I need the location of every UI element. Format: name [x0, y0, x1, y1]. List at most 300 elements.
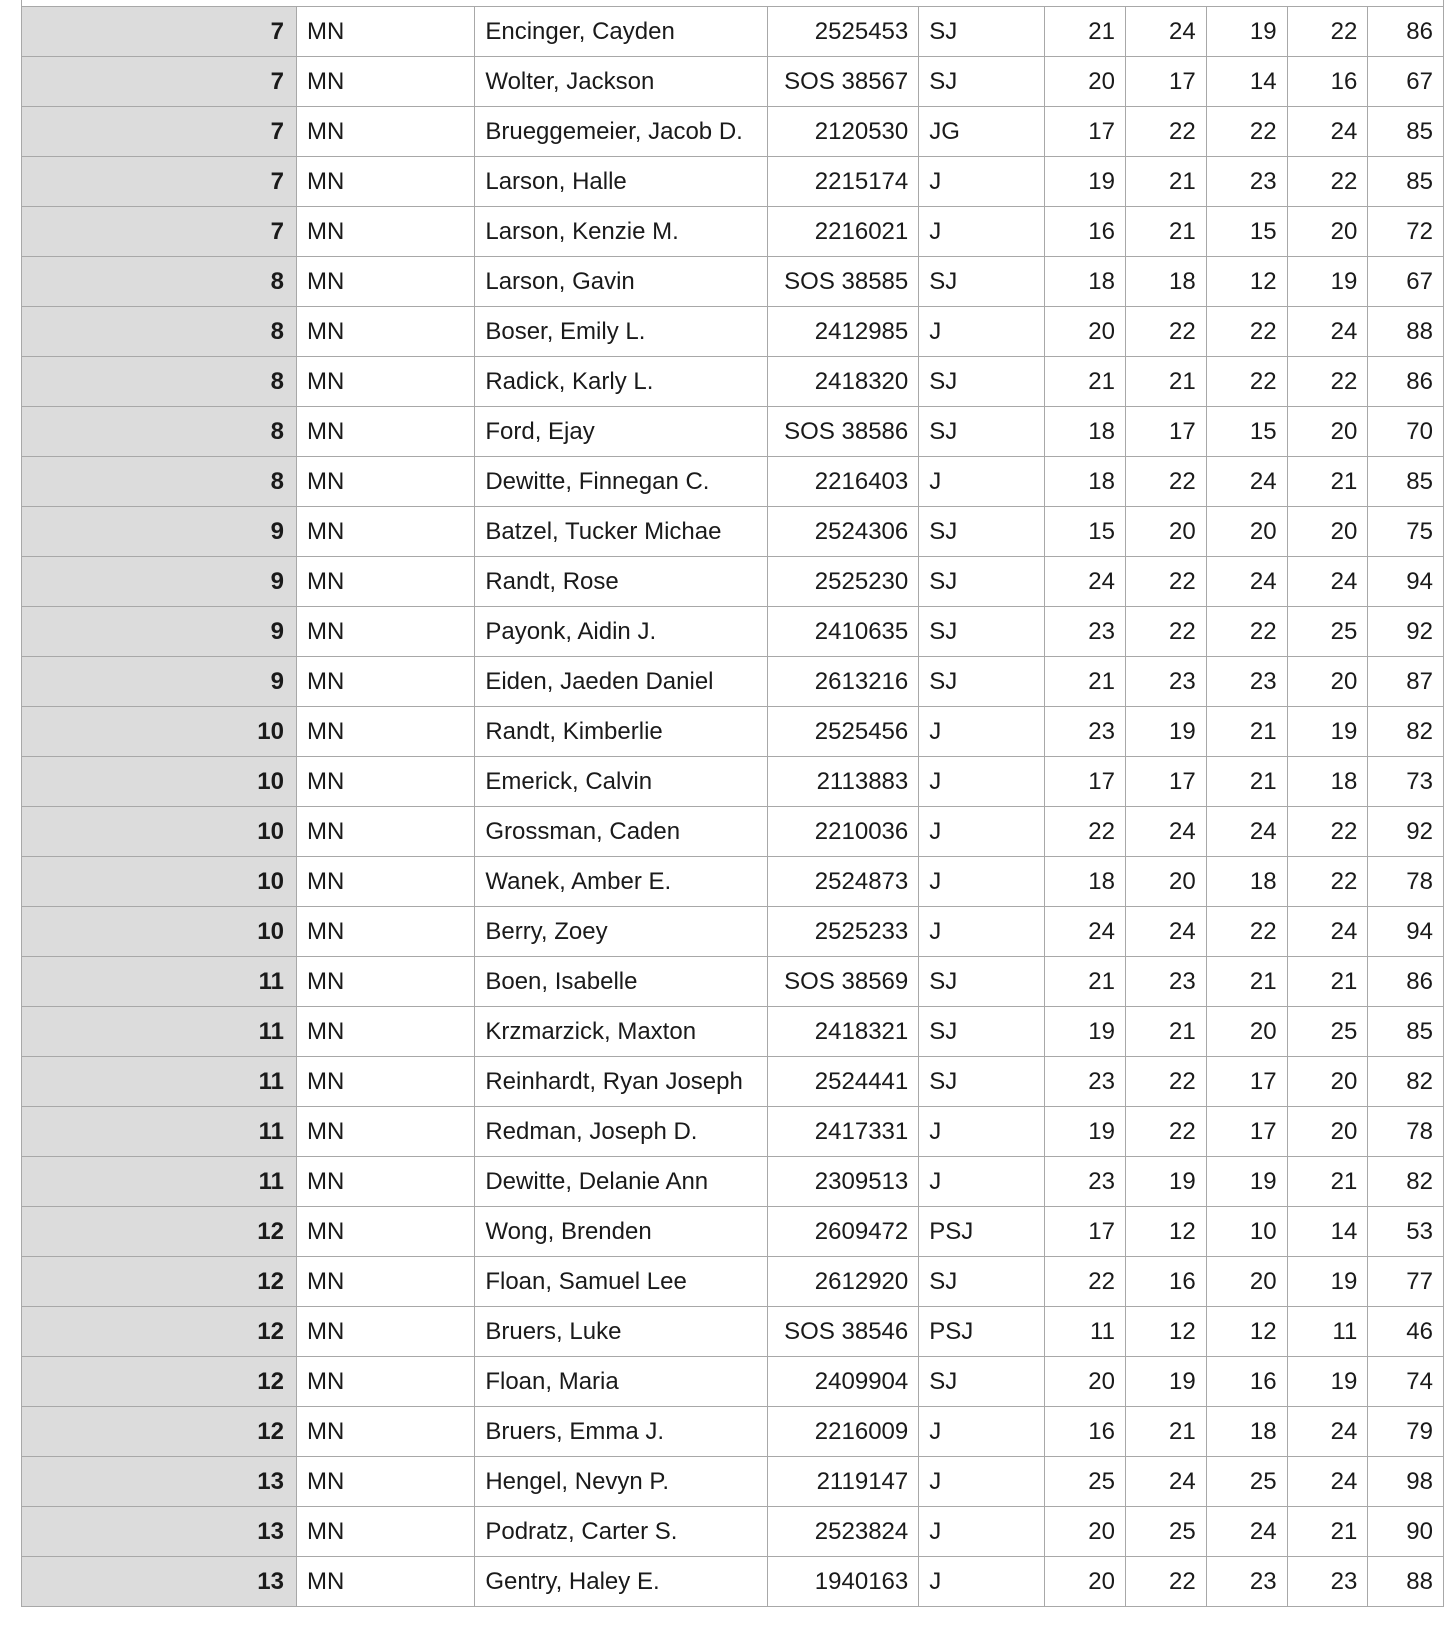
- member-id-cell[interactable]: 2524441: [768, 1057, 919, 1107]
- score-3-cell[interactable]: 17: [1206, 1107, 1287, 1157]
- competitor-name-cell[interactable]: Redman, Joseph D.: [475, 1107, 768, 1157]
- competitor-name-cell[interactable]: Berry, Zoey: [475, 907, 768, 957]
- member-id-cell[interactable]: SOS 38569: [768, 957, 919, 1007]
- score-4-cell[interactable]: 20: [1287, 1057, 1368, 1107]
- competitor-name-cell[interactable]: Podratz, Carter S.: [475, 1507, 768, 1557]
- score-2-cell[interactable]: 21: [1125, 1407, 1206, 1457]
- state-cell[interactable]: MN: [296, 1307, 474, 1357]
- score-3-cell[interactable]: 21: [1206, 707, 1287, 757]
- score-1-cell[interactable]: 23: [1045, 1057, 1126, 1107]
- score-1-cell[interactable]: 24: [1045, 907, 1126, 957]
- score-4-cell[interactable]: 21: [1287, 1507, 1368, 1557]
- class-cell[interactable]: J: [919, 1107, 1045, 1157]
- score-2-cell[interactable]: 21: [1125, 157, 1206, 207]
- competitor-name-cell[interactable]: Wolter, Jackson: [475, 57, 768, 107]
- state-cell[interactable]: MN: [296, 1107, 474, 1157]
- class-cell[interactable]: SJ: [919, 1057, 1045, 1107]
- member-id-cell[interactable]: 2524873: [768, 857, 919, 907]
- score-3-cell[interactable]: 20: [1206, 1007, 1287, 1057]
- member-id-cell[interactable]: 2409904: [768, 1357, 919, 1407]
- member-id-cell[interactable]: 2119147: [768, 1457, 919, 1507]
- competitor-name-cell[interactable]: Larson, Gavin: [475, 257, 768, 307]
- score-3-cell[interactable]: 23: [1206, 1557, 1287, 1607]
- total-score-cell[interactable]: 88: [1368, 307, 1444, 357]
- score-2-cell[interactable]: 21: [1125, 1007, 1206, 1057]
- score-2-cell[interactable]: 22: [1125, 1107, 1206, 1157]
- score-4-cell[interactable]: 21: [1287, 957, 1368, 1007]
- score-2-cell[interactable]: 17: [1125, 757, 1206, 807]
- score-3-cell[interactable]: 21: [1206, 957, 1287, 1007]
- group-number-cell[interactable]: 8: [22, 407, 297, 457]
- score-4-cell[interactable]: 24: [1287, 107, 1368, 157]
- competitor-name-cell[interactable]: Randt, Rose: [475, 557, 768, 607]
- state-cell[interactable]: MN: [296, 107, 474, 157]
- competitor-name-cell[interactable]: Ford, Ejay: [475, 407, 768, 457]
- score-3-cell[interactable]: 22: [1206, 607, 1287, 657]
- competitor-name-cell[interactable]: Dewitte, Finnegan C.: [475, 457, 768, 507]
- group-number-cell[interactable]: 10: [22, 757, 297, 807]
- member-id-cell[interactable]: 2525230: [768, 557, 919, 607]
- state-cell[interactable]: MN: [296, 307, 474, 357]
- score-2-cell[interactable]: 23: [1125, 657, 1206, 707]
- competitor-name-cell[interactable]: Brueggemeier, Jacob D.: [475, 107, 768, 157]
- score-4-cell[interactable]: 19: [1287, 1257, 1368, 1307]
- score-3-cell[interactable]: 20: [1206, 507, 1287, 557]
- score-3-cell[interactable]: 19: [1206, 1157, 1287, 1207]
- total-score-cell[interactable]: 85: [1368, 1007, 1444, 1057]
- score-4-cell[interactable]: 24: [1287, 307, 1368, 357]
- class-cell[interactable]: SJ: [919, 257, 1045, 307]
- class-cell[interactable]: J: [919, 307, 1045, 357]
- competitor-name-cell[interactable]: Eiden, Jaeden Daniel: [475, 657, 768, 707]
- score-3-cell[interactable]: 23: [1206, 157, 1287, 207]
- competitor-name-cell[interactable]: Grossman, Caden: [475, 807, 768, 857]
- group-number-cell[interactable]: 9: [22, 507, 297, 557]
- score-4-cell[interactable]: 19: [1287, 257, 1368, 307]
- score-1-cell[interactable]: 23: [1045, 607, 1126, 657]
- score-3-cell[interactable]: 24: [1206, 1507, 1287, 1557]
- class-cell[interactable]: SJ: [919, 1007, 1045, 1057]
- score-1-cell[interactable]: 22: [1045, 1257, 1126, 1307]
- state-cell[interactable]: MN: [296, 1157, 474, 1207]
- competitor-name-cell[interactable]: Reinhardt, Ryan Joseph: [475, 1057, 768, 1107]
- state-cell[interactable]: MN: [296, 157, 474, 207]
- score-3-cell[interactable]: 15: [1206, 207, 1287, 257]
- score-1-cell[interactable]: 19: [1045, 1007, 1126, 1057]
- score-3-cell[interactable]: 15: [1206, 407, 1287, 457]
- score-2-cell[interactable]: 19: [1125, 707, 1206, 757]
- member-id-cell[interactable]: 2613216: [768, 657, 919, 707]
- class-cell[interactable]: JG: [919, 107, 1045, 157]
- member-id-cell[interactable]: 2525233: [768, 907, 919, 957]
- member-id-cell[interactable]: 2120530: [768, 107, 919, 157]
- score-3-cell[interactable]: 10: [1206, 1207, 1287, 1257]
- score-4-cell[interactable]: 11: [1287, 1307, 1368, 1357]
- score-4-cell[interactable]: 24: [1287, 1457, 1368, 1507]
- competitor-name-cell[interactable]: Bruers, Luke: [475, 1307, 768, 1357]
- score-4-cell[interactable]: 20: [1287, 657, 1368, 707]
- group-number-cell[interactable]: 13: [22, 1507, 297, 1557]
- score-1-cell[interactable]: 25: [1045, 1457, 1126, 1507]
- competitor-name-cell[interactable]: Larson, Kenzie M.: [475, 207, 768, 257]
- total-score-cell[interactable]: 86: [1368, 957, 1444, 1007]
- score-3-cell[interactable]: 16: [1206, 1357, 1287, 1407]
- score-2-cell[interactable]: 19: [1125, 1157, 1206, 1207]
- member-id-cell[interactable]: 2210036: [768, 807, 919, 857]
- score-3-cell[interactable]: 19: [1206, 7, 1287, 57]
- competitor-name-cell[interactable]: Encinger, Cayden: [475, 7, 768, 57]
- score-1-cell[interactable]: 17: [1045, 107, 1126, 157]
- group-number-cell[interactable]: 7: [22, 57, 297, 107]
- state-cell[interactable]: MN: [296, 257, 474, 307]
- score-3-cell[interactable]: 14: [1206, 57, 1287, 107]
- score-2-cell[interactable]: 21: [1125, 357, 1206, 407]
- score-2-cell[interactable]: 22: [1125, 457, 1206, 507]
- group-number-cell[interactable]: 8: [22, 257, 297, 307]
- class-cell[interactable]: J: [919, 707, 1045, 757]
- class-cell[interactable]: SJ: [919, 657, 1045, 707]
- group-number-cell[interactable]: 13: [22, 1557, 297, 1607]
- total-score-cell[interactable]: 92: [1368, 807, 1444, 857]
- score-1-cell[interactable]: 16: [1045, 207, 1126, 257]
- score-4-cell[interactable]: 20: [1287, 1107, 1368, 1157]
- score-3-cell[interactable]: 12: [1206, 1307, 1287, 1357]
- class-cell[interactable]: SJ: [919, 957, 1045, 1007]
- member-id-cell[interactable]: 2216009: [768, 1407, 919, 1457]
- score-4-cell[interactable]: 20: [1287, 207, 1368, 257]
- total-score-cell[interactable]: 90: [1368, 1507, 1444, 1557]
- total-score-cell[interactable]: 86: [1368, 357, 1444, 407]
- class-cell[interactable]: SJ: [919, 507, 1045, 557]
- group-number-cell[interactable]: 11: [22, 1007, 297, 1057]
- competitor-name-cell[interactable]: Payonk, Aidin J.: [475, 607, 768, 657]
- group-number-cell[interactable]: 7: [22, 107, 297, 157]
- score-3-cell[interactable]: 22: [1206, 907, 1287, 957]
- score-3-cell[interactable]: 24: [1206, 557, 1287, 607]
- score-1-cell[interactable]: 18: [1045, 857, 1126, 907]
- score-2-cell[interactable]: 22: [1125, 607, 1206, 657]
- score-4-cell[interactable]: 22: [1287, 807, 1368, 857]
- score-3-cell[interactable]: 25: [1206, 1457, 1287, 1507]
- total-score-cell[interactable]: 78: [1368, 1107, 1444, 1157]
- member-id-cell[interactable]: 2612920: [768, 1257, 919, 1307]
- score-1-cell[interactable]: 20: [1045, 1507, 1126, 1557]
- group-number-cell[interactable]: 9: [22, 607, 297, 657]
- score-2-cell[interactable]: 22: [1125, 107, 1206, 157]
- score-2-cell[interactable]: 22: [1125, 1057, 1206, 1107]
- class-cell[interactable]: SJ: [919, 7, 1045, 57]
- score-4-cell[interactable]: 20: [1287, 407, 1368, 457]
- member-id-cell[interactable]: 2309513: [768, 1157, 919, 1207]
- total-score-cell[interactable]: 94: [1368, 907, 1444, 957]
- score-3-cell[interactable]: 12: [1206, 257, 1287, 307]
- total-score-cell[interactable]: 67: [1368, 257, 1444, 307]
- score-2-cell[interactable]: 22: [1125, 1557, 1206, 1607]
- score-1-cell[interactable]: 18: [1045, 457, 1126, 507]
- competitor-name-cell[interactable]: Emerick, Calvin: [475, 757, 768, 807]
- total-score-cell[interactable]: 46: [1368, 1307, 1444, 1357]
- score-4-cell[interactable]: 14: [1287, 1207, 1368, 1257]
- score-1-cell[interactable]: 20: [1045, 307, 1126, 357]
- member-id-cell[interactable]: 2418321: [768, 1007, 919, 1057]
- group-number-cell[interactable]: 11: [22, 1107, 297, 1157]
- score-2-cell[interactable]: 24: [1125, 1457, 1206, 1507]
- score-2-cell[interactable]: 22: [1125, 307, 1206, 357]
- state-cell[interactable]: MN: [296, 457, 474, 507]
- group-number-cell[interactable]: 11: [22, 1157, 297, 1207]
- state-cell[interactable]: MN: [296, 807, 474, 857]
- score-2-cell[interactable]: 12: [1125, 1207, 1206, 1257]
- class-cell[interactable]: J: [919, 157, 1045, 207]
- score-1-cell[interactable]: 20: [1045, 57, 1126, 107]
- class-cell[interactable]: SJ: [919, 1257, 1045, 1307]
- score-4-cell[interactable]: 18: [1287, 757, 1368, 807]
- state-cell[interactable]: MN: [296, 1257, 474, 1307]
- score-3-cell[interactable]: 20: [1206, 1257, 1287, 1307]
- competitor-name-cell[interactable]: Boen, Isabelle: [475, 957, 768, 1007]
- total-score-cell[interactable]: 85: [1368, 157, 1444, 207]
- total-score-cell[interactable]: 72: [1368, 207, 1444, 257]
- group-number-cell[interactable]: 7: [22, 207, 297, 257]
- state-cell[interactable]: MN: [296, 1557, 474, 1607]
- total-score-cell[interactable]: 85: [1368, 457, 1444, 507]
- group-number-cell[interactable]: 12: [22, 1307, 297, 1357]
- score-2-cell[interactable]: 25: [1125, 1507, 1206, 1557]
- state-cell[interactable]: MN: [296, 557, 474, 607]
- member-id-cell[interactable]: 2216403: [768, 457, 919, 507]
- score-2-cell[interactable]: 21: [1125, 207, 1206, 257]
- total-score-cell[interactable]: 73: [1368, 757, 1444, 807]
- state-cell[interactable]: MN: [296, 657, 474, 707]
- score-3-cell[interactable]: 22: [1206, 357, 1287, 407]
- score-4-cell[interactable]: 22: [1287, 157, 1368, 207]
- score-1-cell[interactable]: 23: [1045, 707, 1126, 757]
- state-cell[interactable]: MN: [296, 357, 474, 407]
- competitor-name-cell[interactable]: Floan, Samuel Lee: [475, 1257, 768, 1307]
- competitor-name-cell[interactable]: Gentry, Haley E.: [475, 1557, 768, 1607]
- state-cell[interactable]: MN: [296, 207, 474, 257]
- member-id-cell[interactable]: 2524306: [768, 507, 919, 557]
- score-4-cell[interactable]: 16: [1287, 57, 1368, 107]
- class-cell[interactable]: J: [919, 457, 1045, 507]
- class-cell[interactable]: SJ: [919, 607, 1045, 657]
- group-number-cell[interactable]: 13: [22, 1457, 297, 1507]
- total-score-cell[interactable]: 77: [1368, 1257, 1444, 1307]
- score-1-cell[interactable]: 16: [1045, 1407, 1126, 1457]
- score-1-cell[interactable]: 19: [1045, 1107, 1126, 1157]
- group-number-cell[interactable]: 7: [22, 7, 297, 57]
- total-score-cell[interactable]: 53: [1368, 1207, 1444, 1257]
- group-number-cell[interactable]: 7: [22, 157, 297, 207]
- competitor-name-cell[interactable]: Wong, Brenden: [475, 1207, 768, 1257]
- member-id-cell[interactable]: 2523824: [768, 1507, 919, 1557]
- group-number-cell[interactable]: 9: [22, 557, 297, 607]
- state-cell[interactable]: MN: [296, 1007, 474, 1057]
- state-cell[interactable]: MN: [296, 1057, 474, 1107]
- score-2-cell[interactable]: 18: [1125, 257, 1206, 307]
- total-score-cell[interactable]: 98: [1368, 1457, 1444, 1507]
- state-cell[interactable]: MN: [296, 907, 474, 957]
- total-score-cell[interactable]: 74: [1368, 1357, 1444, 1407]
- competitor-name-cell[interactable]: Larson, Halle: [475, 157, 768, 207]
- score-1-cell[interactable]: 21: [1045, 957, 1126, 1007]
- group-number-cell[interactable]: 8: [22, 357, 297, 407]
- total-score-cell[interactable]: 82: [1368, 707, 1444, 757]
- score-3-cell[interactable]: 23: [1206, 657, 1287, 707]
- class-cell[interactable]: SJ: [919, 57, 1045, 107]
- score-4-cell[interactable]: 19: [1287, 1357, 1368, 1407]
- class-cell[interactable]: J: [919, 1157, 1045, 1207]
- score-2-cell[interactable]: 20: [1125, 857, 1206, 907]
- class-cell[interactable]: J: [919, 1407, 1045, 1457]
- score-3-cell[interactable]: 21: [1206, 757, 1287, 807]
- member-id-cell[interactable]: SOS 38546: [768, 1307, 919, 1357]
- total-score-cell[interactable]: 70: [1368, 407, 1444, 457]
- total-score-cell[interactable]: 67: [1368, 57, 1444, 107]
- score-1-cell[interactable]: 24: [1045, 557, 1126, 607]
- group-number-cell[interactable]: 8: [22, 457, 297, 507]
- score-1-cell[interactable]: 20: [1045, 1357, 1126, 1407]
- class-cell[interactable]: J: [919, 857, 1045, 907]
- score-1-cell[interactable]: 23: [1045, 1157, 1126, 1207]
- score-4-cell[interactable]: 22: [1287, 357, 1368, 407]
- score-1-cell[interactable]: 19: [1045, 157, 1126, 207]
- state-cell[interactable]: MN: [296, 1507, 474, 1557]
- score-3-cell[interactable]: 24: [1206, 457, 1287, 507]
- score-4-cell[interactable]: 24: [1287, 1407, 1368, 1457]
- member-id-cell[interactable]: SOS 38585: [768, 257, 919, 307]
- member-id-cell[interactable]: 2417331: [768, 1107, 919, 1157]
- state-cell[interactable]: MN: [296, 757, 474, 807]
- competitor-name-cell[interactable]: Wanek, Amber E.: [475, 857, 768, 907]
- score-2-cell[interactable]: 22: [1125, 557, 1206, 607]
- member-id-cell[interactable]: 2215174: [768, 157, 919, 207]
- score-3-cell[interactable]: 22: [1206, 107, 1287, 157]
- score-1-cell[interactable]: 21: [1045, 357, 1126, 407]
- total-score-cell[interactable]: 85: [1368, 107, 1444, 157]
- class-cell[interactable]: J: [919, 1557, 1045, 1607]
- competitor-name-cell[interactable]: Krzmarzick, Maxton: [475, 1007, 768, 1057]
- score-2-cell[interactable]: 24: [1125, 907, 1206, 957]
- score-4-cell[interactable]: 24: [1287, 907, 1368, 957]
- class-cell[interactable]: J: [919, 1457, 1045, 1507]
- state-cell[interactable]: MN: [296, 957, 474, 1007]
- total-score-cell[interactable]: 82: [1368, 1157, 1444, 1207]
- competitor-name-cell[interactable]: Radick, Karly L.: [475, 357, 768, 407]
- score-2-cell[interactable]: 19: [1125, 1357, 1206, 1407]
- group-number-cell[interactable]: 12: [22, 1407, 297, 1457]
- total-score-cell[interactable]: 82: [1368, 1057, 1444, 1107]
- score-4-cell[interactable]: 23: [1287, 1557, 1368, 1607]
- class-cell[interactable]: SJ: [919, 1357, 1045, 1407]
- member-id-cell[interactable]: 2216021: [768, 207, 919, 257]
- group-number-cell[interactable]: 12: [22, 1257, 297, 1307]
- score-4-cell[interactable]: 21: [1287, 1157, 1368, 1207]
- class-cell[interactable]: J: [919, 907, 1045, 957]
- class-cell[interactable]: SJ: [919, 357, 1045, 407]
- score-2-cell[interactable]: 16: [1125, 1257, 1206, 1307]
- score-1-cell[interactable]: 18: [1045, 257, 1126, 307]
- score-1-cell[interactable]: 20: [1045, 1557, 1126, 1607]
- score-1-cell[interactable]: 18: [1045, 407, 1126, 457]
- total-score-cell[interactable]: 79: [1368, 1407, 1444, 1457]
- score-4-cell[interactable]: 25: [1287, 1007, 1368, 1057]
- state-cell[interactable]: MN: [296, 57, 474, 107]
- total-score-cell[interactable]: 88: [1368, 1557, 1444, 1607]
- score-1-cell[interactable]: 17: [1045, 1207, 1126, 1257]
- group-number-cell[interactable]: 10: [22, 707, 297, 757]
- state-cell[interactable]: MN: [296, 1407, 474, 1457]
- state-cell[interactable]: MN: [296, 407, 474, 457]
- total-score-cell[interactable]: 87: [1368, 657, 1444, 707]
- score-3-cell[interactable]: 18: [1206, 1407, 1287, 1457]
- member-id-cell[interactable]: 2412985: [768, 307, 919, 357]
- competitor-name-cell[interactable]: Hengel, Nevyn P.: [475, 1457, 768, 1507]
- group-number-cell[interactable]: 12: [22, 1207, 297, 1257]
- total-score-cell[interactable]: 78: [1368, 857, 1444, 907]
- class-cell[interactable]: PSJ: [919, 1207, 1045, 1257]
- state-cell[interactable]: MN: [296, 1207, 474, 1257]
- score-4-cell[interactable]: 20: [1287, 507, 1368, 557]
- state-cell[interactable]: MN: [296, 707, 474, 757]
- score-3-cell[interactable]: 24: [1206, 807, 1287, 857]
- score-4-cell[interactable]: 25: [1287, 607, 1368, 657]
- score-4-cell[interactable]: 22: [1287, 857, 1368, 907]
- group-number-cell[interactable]: 10: [22, 857, 297, 907]
- score-2-cell[interactable]: 24: [1125, 7, 1206, 57]
- state-cell[interactable]: MN: [296, 7, 474, 57]
- competitor-name-cell[interactable]: Batzel, Tucker Michae: [475, 507, 768, 557]
- member-id-cell[interactable]: 2418320: [768, 357, 919, 407]
- score-1-cell[interactable]: 21: [1045, 657, 1126, 707]
- class-cell[interactable]: J: [919, 1507, 1045, 1557]
- group-number-cell[interactable]: 12: [22, 1357, 297, 1407]
- score-4-cell[interactable]: 19: [1287, 707, 1368, 757]
- group-number-cell[interactable]: 10: [22, 807, 297, 857]
- class-cell[interactable]: J: [919, 807, 1045, 857]
- competitor-name-cell[interactable]: Boser, Emily L.: [475, 307, 768, 357]
- class-cell[interactable]: PSJ: [919, 1307, 1045, 1357]
- total-score-cell[interactable]: 86: [1368, 7, 1444, 57]
- member-id-cell[interactable]: 2410635: [768, 607, 919, 657]
- score-4-cell[interactable]: 24: [1287, 557, 1368, 607]
- state-cell[interactable]: MN: [296, 507, 474, 557]
- member-id-cell[interactable]: 2113883: [768, 757, 919, 807]
- competitor-name-cell[interactable]: Floan, Maria: [475, 1357, 768, 1407]
- score-2-cell[interactable]: 17: [1125, 57, 1206, 107]
- member-id-cell[interactable]: 1940163: [768, 1557, 919, 1607]
- score-2-cell[interactable]: 24: [1125, 807, 1206, 857]
- state-cell[interactable]: MN: [296, 857, 474, 907]
- group-number-cell[interactable]: 11: [22, 957, 297, 1007]
- state-cell[interactable]: MN: [296, 1457, 474, 1507]
- class-cell[interactable]: SJ: [919, 407, 1045, 457]
- score-1-cell[interactable]: 21: [1045, 7, 1126, 57]
- score-4-cell[interactable]: 21: [1287, 457, 1368, 507]
- score-4-cell[interactable]: 22: [1287, 7, 1368, 57]
- competitor-name-cell[interactable]: Bruers, Emma J.: [475, 1407, 768, 1457]
- class-cell[interactable]: SJ: [919, 557, 1045, 607]
- score-2-cell[interactable]: 12: [1125, 1307, 1206, 1357]
- competitor-name-cell[interactable]: Randt, Kimberlie: [475, 707, 768, 757]
- group-number-cell[interactable]: 11: [22, 1057, 297, 1107]
- state-cell[interactable]: MN: [296, 1357, 474, 1407]
- competitor-name-cell[interactable]: Dewitte, Delanie Ann: [475, 1157, 768, 1207]
- state-cell[interactable]: MN: [296, 607, 474, 657]
- total-score-cell[interactable]: 92: [1368, 607, 1444, 657]
- class-cell[interactable]: J: [919, 207, 1045, 257]
- score-2-cell[interactable]: 23: [1125, 957, 1206, 1007]
